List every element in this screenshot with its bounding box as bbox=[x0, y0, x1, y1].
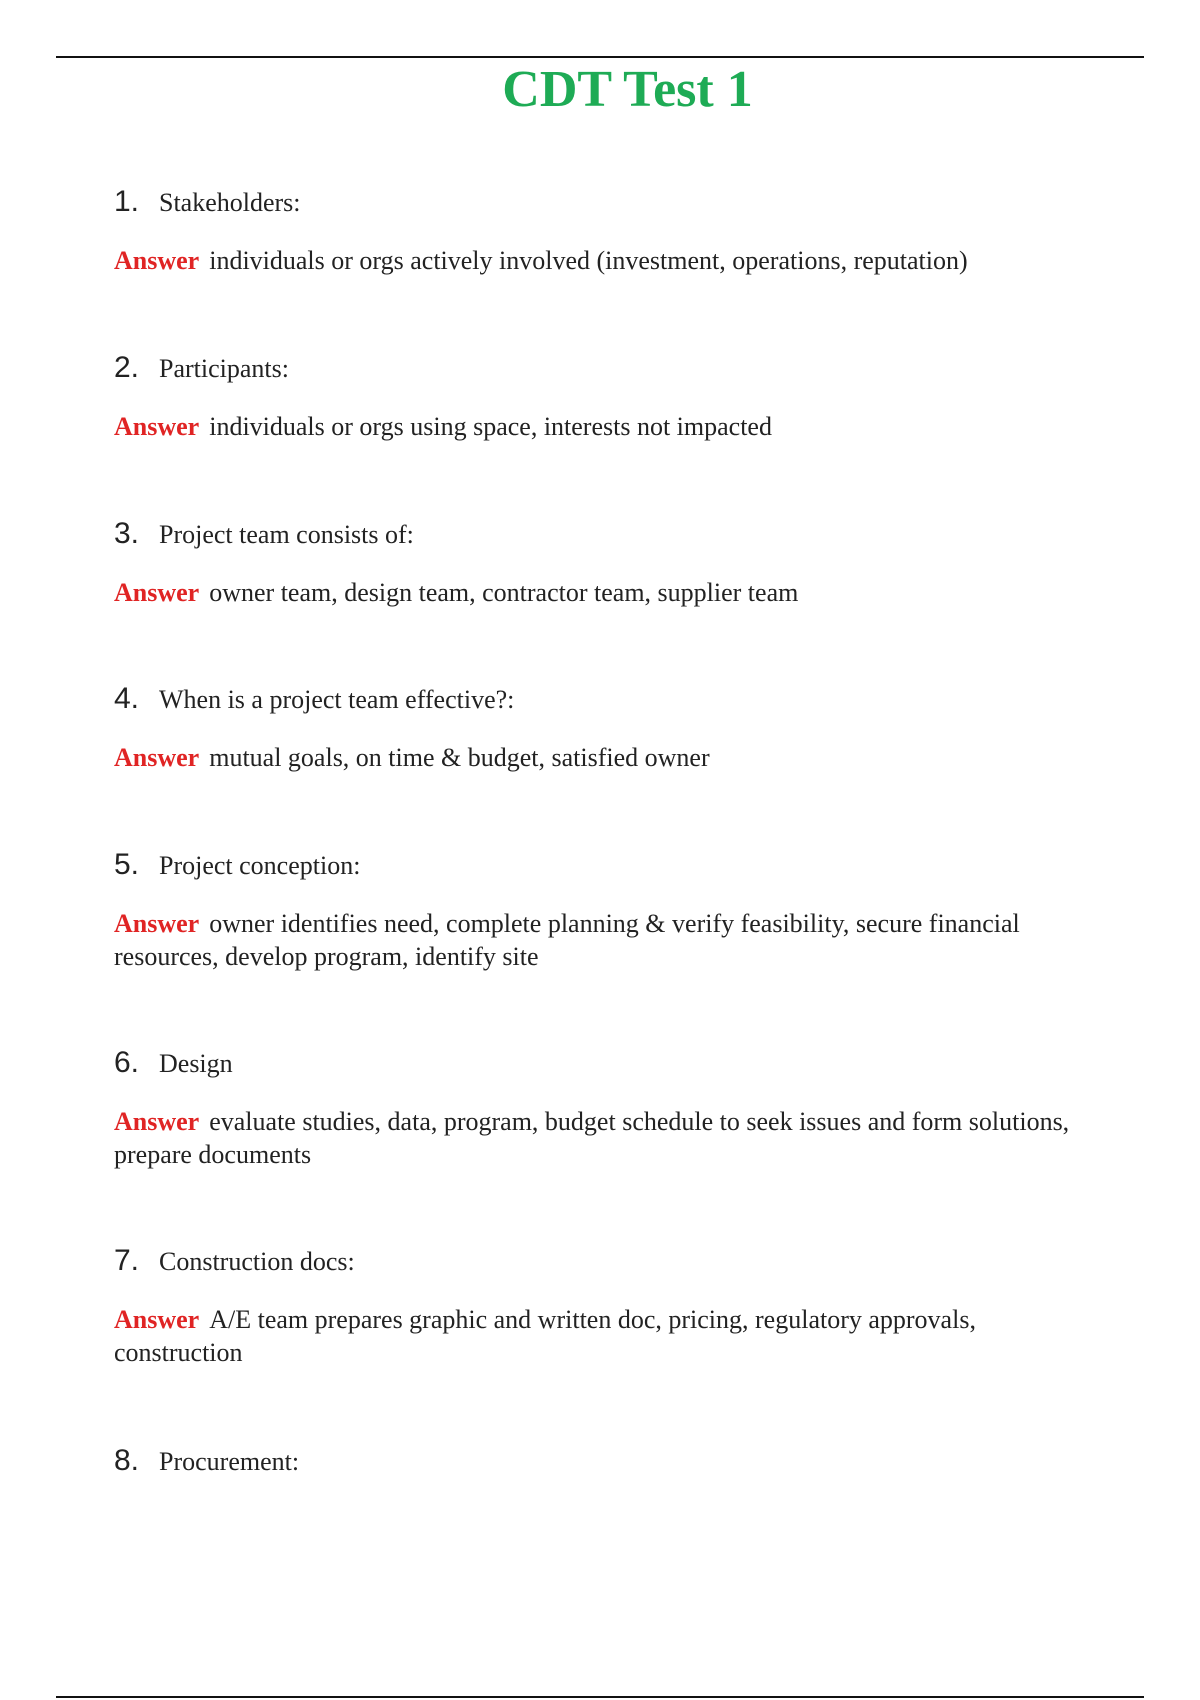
qa-item-2 bbox=[114, 348, 1104, 443]
qa-item-7 bbox=[114, 1241, 1104, 1369]
question bbox=[114, 845, 1104, 885]
question-text: Procurement: bbox=[159, 1447, 300, 1476]
question bbox=[114, 348, 1104, 388]
question bbox=[114, 679, 1104, 719]
answer-label: Answer bbox=[114, 743, 200, 772]
question-number: 5. bbox=[114, 848, 140, 881]
qa-item-8 bbox=[114, 1441, 1104, 1481]
question bbox=[114, 1441, 1104, 1481]
qa-item-6 bbox=[114, 1043, 1104, 1171]
question bbox=[114, 1043, 1104, 1083]
answer-text: owner team, design team, contractor team, supplier team bbox=[209, 578, 799, 607]
answer bbox=[114, 741, 1104, 774]
question-number: 3. bbox=[114, 517, 140, 550]
question bbox=[114, 514, 1104, 554]
question-number: 8. bbox=[114, 1444, 140, 1477]
answer-text: A/E team prepares graphic and written doc, pricing, regulatory approvals, construction bbox=[114, 1305, 976, 1367]
answer bbox=[114, 1303, 1104, 1369]
question-text: Project team consists of: bbox=[159, 520, 414, 549]
qa-item-3 bbox=[114, 514, 1104, 609]
answer bbox=[114, 1105, 1104, 1171]
bottom-rule bbox=[56, 1696, 1144, 1698]
qa-item-5 bbox=[114, 845, 1104, 973]
qa-item-4 bbox=[114, 679, 1104, 774]
page-title: CDT Test 1 bbox=[502, 61, 753, 118]
qa-item-1 bbox=[114, 182, 1104, 277]
answer-label: Answer bbox=[114, 909, 200, 938]
question-text: Project conception: bbox=[159, 851, 361, 880]
question-text: Design bbox=[159, 1049, 233, 1078]
question-number: 6. bbox=[114, 1046, 140, 1079]
answer-label: Answer bbox=[114, 1107, 200, 1136]
answer-label: Answer bbox=[114, 246, 200, 275]
answer bbox=[114, 410, 1104, 443]
answer-label: Answer bbox=[114, 412, 200, 441]
question-number: 4. bbox=[114, 682, 140, 715]
answer-text: evaluate studies, data, program, budget schedule to seek issues and form solutions, prepare documents bbox=[114, 1107, 1070, 1169]
question-text: Construction docs: bbox=[159, 1247, 355, 1276]
question-text: Stakeholders: bbox=[159, 188, 301, 217]
answer bbox=[114, 576, 1104, 609]
question-text: When is a project team effective?: bbox=[159, 685, 515, 714]
answer bbox=[114, 907, 1104, 973]
answer-text: individuals or orgs using space, interests not impacted bbox=[209, 412, 772, 441]
answer bbox=[114, 244, 1104, 277]
question-number: 1. bbox=[114, 185, 140, 218]
question bbox=[114, 182, 1104, 222]
question bbox=[114, 1241, 1104, 1281]
question-number: 7. bbox=[114, 1244, 140, 1277]
answer-label: Answer bbox=[114, 1305, 200, 1334]
answer-text: mutual goals, on time & budget, satisfied owner bbox=[209, 743, 710, 772]
question-number: 2. bbox=[114, 351, 140, 384]
answer-text: owner identifies need, complete planning & verify feasibility, secure financial resources, develop program, identify site bbox=[114, 909, 1020, 971]
answer-label: Answer bbox=[114, 578, 200, 607]
answer-text: individuals or orgs actively involved (investment, operations, reputation) bbox=[209, 246, 968, 275]
question-text: Participants: bbox=[159, 354, 289, 383]
